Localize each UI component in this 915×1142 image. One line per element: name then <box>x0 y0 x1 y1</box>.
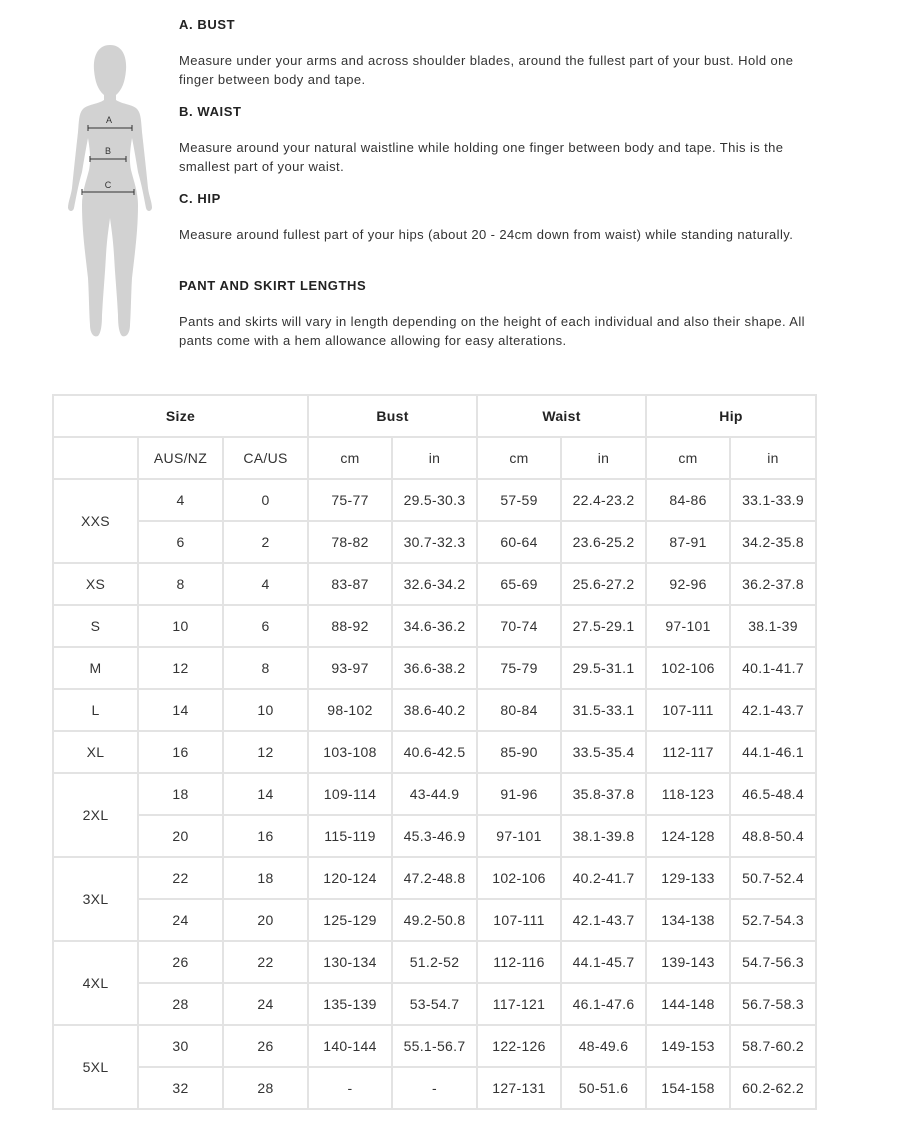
hip-description: Measure around fullest part of your hips (about 20 - 24cm down from waist) while standing naturally. <box>179 227 794 242</box>
table-row <box>53 647 816 689</box>
table-cell: 107-111 <box>477 899 561 941</box>
table-cell: 40.2-41.7 <box>561 857 646 899</box>
table-cell: 22 <box>138 857 223 899</box>
table-cell: 22.4-23.2 <box>561 479 646 521</box>
table-cell: 65-69 <box>477 563 561 605</box>
waist-in-header: in <box>561 437 646 479</box>
table-cell: 12 <box>223 731 308 773</box>
table-cell: 130-134 <box>308 941 392 983</box>
unit-header-row <box>53 437 816 479</box>
table-cell: 38.1-39.8 <box>561 815 646 857</box>
table-cell: 118-123 <box>646 773 730 815</box>
table-cell: 97-101 <box>646 605 730 647</box>
table-cell: 34.2-35.8 <box>730 521 816 563</box>
table-cell: 56.7-58.3 <box>730 983 816 1025</box>
table-cell: 50.7-52.4 <box>730 857 816 899</box>
size-label-cell: 3XL <box>53 857 138 941</box>
table-cell: 26 <box>138 941 223 983</box>
table-cell: 29.5-31.1 <box>561 647 646 689</box>
table-cell: 43-44.9 <box>392 773 477 815</box>
size-label-cell: 5XL <box>53 1025 138 1109</box>
body-silhouette <box>68 45 152 336</box>
table-cell: 22 <box>223 941 308 983</box>
size-label-cell: 2XL <box>53 773 138 857</box>
table-cell: 14 <box>138 689 223 731</box>
table-cell: 30 <box>138 1025 223 1067</box>
table-cell: 46.5-48.4 <box>730 773 816 815</box>
table-cell: 134-138 <box>646 899 730 941</box>
table-cell: 33.5-35.4 <box>561 731 646 773</box>
table-row <box>53 857 816 899</box>
table-cell: 93-97 <box>308 647 392 689</box>
table-cell: 31.5-33.1 <box>561 689 646 731</box>
table-cell: 29.5-30.3 <box>392 479 477 521</box>
empty-header-cell <box>53 437 138 479</box>
size-label-cell: XS <box>53 563 138 605</box>
table-cell: 26 <box>223 1025 308 1067</box>
table-cell: 107-111 <box>646 689 730 731</box>
waist-label: B <box>104 146 112 156</box>
table-cell: 6 <box>223 605 308 647</box>
size-label-cell: XXS <box>53 479 138 563</box>
hip-group-header: Hip <box>646 395 816 437</box>
table-cell: 57-59 <box>477 479 561 521</box>
bust-label: A <box>105 115 113 125</box>
table-cell: 28 <box>138 983 223 1025</box>
size-chart-table <box>52 394 817 1110</box>
table-cell: 122-126 <box>477 1025 561 1067</box>
table-cell: 32 <box>138 1067 223 1109</box>
table-cell: 47.2-48.8 <box>392 857 477 899</box>
hip-in-header: in <box>730 437 816 479</box>
size-chart-body <box>53 479 816 1109</box>
table-cell: 32.6-34.2 <box>392 563 477 605</box>
table-cell: 42.1-43.7 <box>561 899 646 941</box>
table-cell: 85-90 <box>477 731 561 773</box>
pant-skirt-heading: PANT AND SKIRT LENGTHS <box>179 278 367 293</box>
table-cell: 20 <box>138 815 223 857</box>
table-cell: 127-131 <box>477 1067 561 1109</box>
hip-label: C <box>104 180 112 190</box>
table-cell: 24 <box>223 983 308 1025</box>
bust-heading: A. BUST <box>179 17 236 32</box>
table-cell: 24 <box>138 899 223 941</box>
table-cell: 48-49.6 <box>561 1025 646 1067</box>
table-cell: 53-54.7 <box>392 983 477 1025</box>
table-cell: 30.7-32.3 <box>392 521 477 563</box>
table-cell: 50-51.6 <box>561 1067 646 1109</box>
table-cell: 44.1-45.7 <box>561 941 646 983</box>
table-row <box>53 1025 816 1067</box>
size-label-cell: 4XL <box>53 941 138 1025</box>
table-cell: 49.2-50.8 <box>392 899 477 941</box>
table-cell: 54.7-56.3 <box>730 941 816 983</box>
table-cell: - <box>308 1067 392 1109</box>
waist-heading: B. WAIST <box>179 104 242 119</box>
table-cell: 129-133 <box>646 857 730 899</box>
table-cell: 6 <box>138 521 223 563</box>
waist-cm-header: cm <box>477 437 561 479</box>
body-measurement-figure <box>60 40 160 345</box>
table-cell: 75-77 <box>308 479 392 521</box>
table-cell: 125-129 <box>308 899 392 941</box>
table-cell: 46.1-47.6 <box>561 983 646 1025</box>
table-cell: 36.6-38.2 <box>392 647 477 689</box>
table-cell: 83-87 <box>308 563 392 605</box>
bust-group-header: Bust <box>308 395 477 437</box>
table-cell: 48.8-50.4 <box>730 815 816 857</box>
table-cell: 149-153 <box>646 1025 730 1067</box>
bust-cm-header: cm <box>308 437 392 479</box>
bust-in-header: in <box>392 437 477 479</box>
hip-heading: C. HIP <box>179 191 221 206</box>
table-cell: 33.1-33.9 <box>730 479 816 521</box>
table-cell: 18 <box>223 857 308 899</box>
table-cell: 98-102 <box>308 689 392 731</box>
table-cell: 0 <box>223 479 308 521</box>
table-cell: 27.5-29.1 <box>561 605 646 647</box>
table-cell: 88-92 <box>308 605 392 647</box>
table-cell: 20 <box>223 899 308 941</box>
table-row <box>53 521 816 563</box>
table-cell: 23.6-25.2 <box>561 521 646 563</box>
table-cell: 35.8-37.8 <box>561 773 646 815</box>
table-cell: 44.1-46.1 <box>730 731 816 773</box>
table-cell: 97-101 <box>477 815 561 857</box>
table-cell: 140-144 <box>308 1025 392 1067</box>
table-cell: 42.1-43.7 <box>730 689 816 731</box>
table-cell: 115-119 <box>308 815 392 857</box>
table-cell: 60.2-62.2 <box>730 1067 816 1109</box>
table-cell: 135-139 <box>308 983 392 1025</box>
table-cell: 91-96 <box>477 773 561 815</box>
table-cell: 80-84 <box>477 689 561 731</box>
size-label-cell: L <box>53 689 138 731</box>
table-row <box>53 479 816 521</box>
table-cell: 4 <box>138 479 223 521</box>
pant-skirt-description: Pants and skirts will vary in length depending on the height of each individual and also their shape. All pants come with a hem allowance allowing for easy alterations. <box>179 314 805 348</box>
table-cell: 75-79 <box>477 647 561 689</box>
table-cell: 40.1-41.7 <box>730 647 816 689</box>
table-cell: 58.7-60.2 <box>730 1025 816 1067</box>
table-cell: 14 <box>223 773 308 815</box>
table-row <box>53 1067 816 1109</box>
table-cell: 78-82 <box>308 521 392 563</box>
silhouette-illustration <box>60 40 160 345</box>
table-cell: - <box>392 1067 477 1109</box>
waist-group-header: Waist <box>477 395 646 437</box>
table-cell: 112-116 <box>477 941 561 983</box>
table-cell: 52.7-54.3 <box>730 899 816 941</box>
table-row <box>53 689 816 731</box>
table-cell: 25.6-27.2 <box>561 563 646 605</box>
table-cell: 12 <box>138 647 223 689</box>
table-cell: 16 <box>138 731 223 773</box>
table-cell: 36.2-37.8 <box>730 563 816 605</box>
table-cell: 92-96 <box>646 563 730 605</box>
bust-description: Measure under your arms and across shoulder blades, around the fullest part of your bust. Hold one finger between body and tape. <box>179 53 794 87</box>
table-cell: 60-64 <box>477 521 561 563</box>
table-cell: 102-106 <box>646 647 730 689</box>
table-cell: 2 <box>223 521 308 563</box>
size-label-cell: S <box>53 605 138 647</box>
table-cell: 40.6-42.5 <box>392 731 477 773</box>
table-cell: 8 <box>138 563 223 605</box>
table-cell: 4 <box>223 563 308 605</box>
table-cell: 154-158 <box>646 1067 730 1109</box>
table-cell: 38.1-39 <box>730 605 816 647</box>
table-cell: 70-74 <box>477 605 561 647</box>
table-cell: 18 <box>138 773 223 815</box>
size-group-header: Size <box>53 395 308 437</box>
table-cell: 28 <box>223 1067 308 1109</box>
table-cell: 38.6-40.2 <box>392 689 477 731</box>
size-label-cell: M <box>53 647 138 689</box>
table-cell: 139-143 <box>646 941 730 983</box>
table-cell: 45.3-46.9 <box>392 815 477 857</box>
table-cell: 144-148 <box>646 983 730 1025</box>
table-cell: 34.6-36.2 <box>392 605 477 647</box>
table-cell: 55.1-56.7 <box>392 1025 477 1067</box>
table-cell: 112-117 <box>646 731 730 773</box>
group-header-row <box>53 395 816 437</box>
table-cell: 87-91 <box>646 521 730 563</box>
table-cell: 8 <box>223 647 308 689</box>
ca-us-header: CA/US <box>223 437 308 479</box>
table-cell: 109-114 <box>308 773 392 815</box>
table-cell: 102-106 <box>477 857 561 899</box>
hip-cm-header: cm <box>646 437 730 479</box>
table-row <box>53 899 816 941</box>
table-cell: 103-108 <box>308 731 392 773</box>
table-cell: 10 <box>223 689 308 731</box>
table-cell: 51.2-52 <box>392 941 477 983</box>
table-row <box>53 941 816 983</box>
table-cell: 10 <box>138 605 223 647</box>
table-row <box>53 731 816 773</box>
table-cell: 117-121 <box>477 983 561 1025</box>
table-row <box>53 815 816 857</box>
table-row <box>53 605 816 647</box>
size-label-cell: XL <box>53 731 138 773</box>
table-row <box>53 563 816 605</box>
table-cell: 84-86 <box>646 479 730 521</box>
aus-nz-header: AUS/NZ <box>138 437 223 479</box>
table-cell: 16 <box>223 815 308 857</box>
table-cell: 120-124 <box>308 857 392 899</box>
waist-description: Measure around your natural waistline while holding one finger between body and tape. This is the smallest part of your waist. <box>179 140 784 174</box>
table-row <box>53 773 816 815</box>
table-cell: 124-128 <box>646 815 730 857</box>
table-row <box>53 983 816 1025</box>
